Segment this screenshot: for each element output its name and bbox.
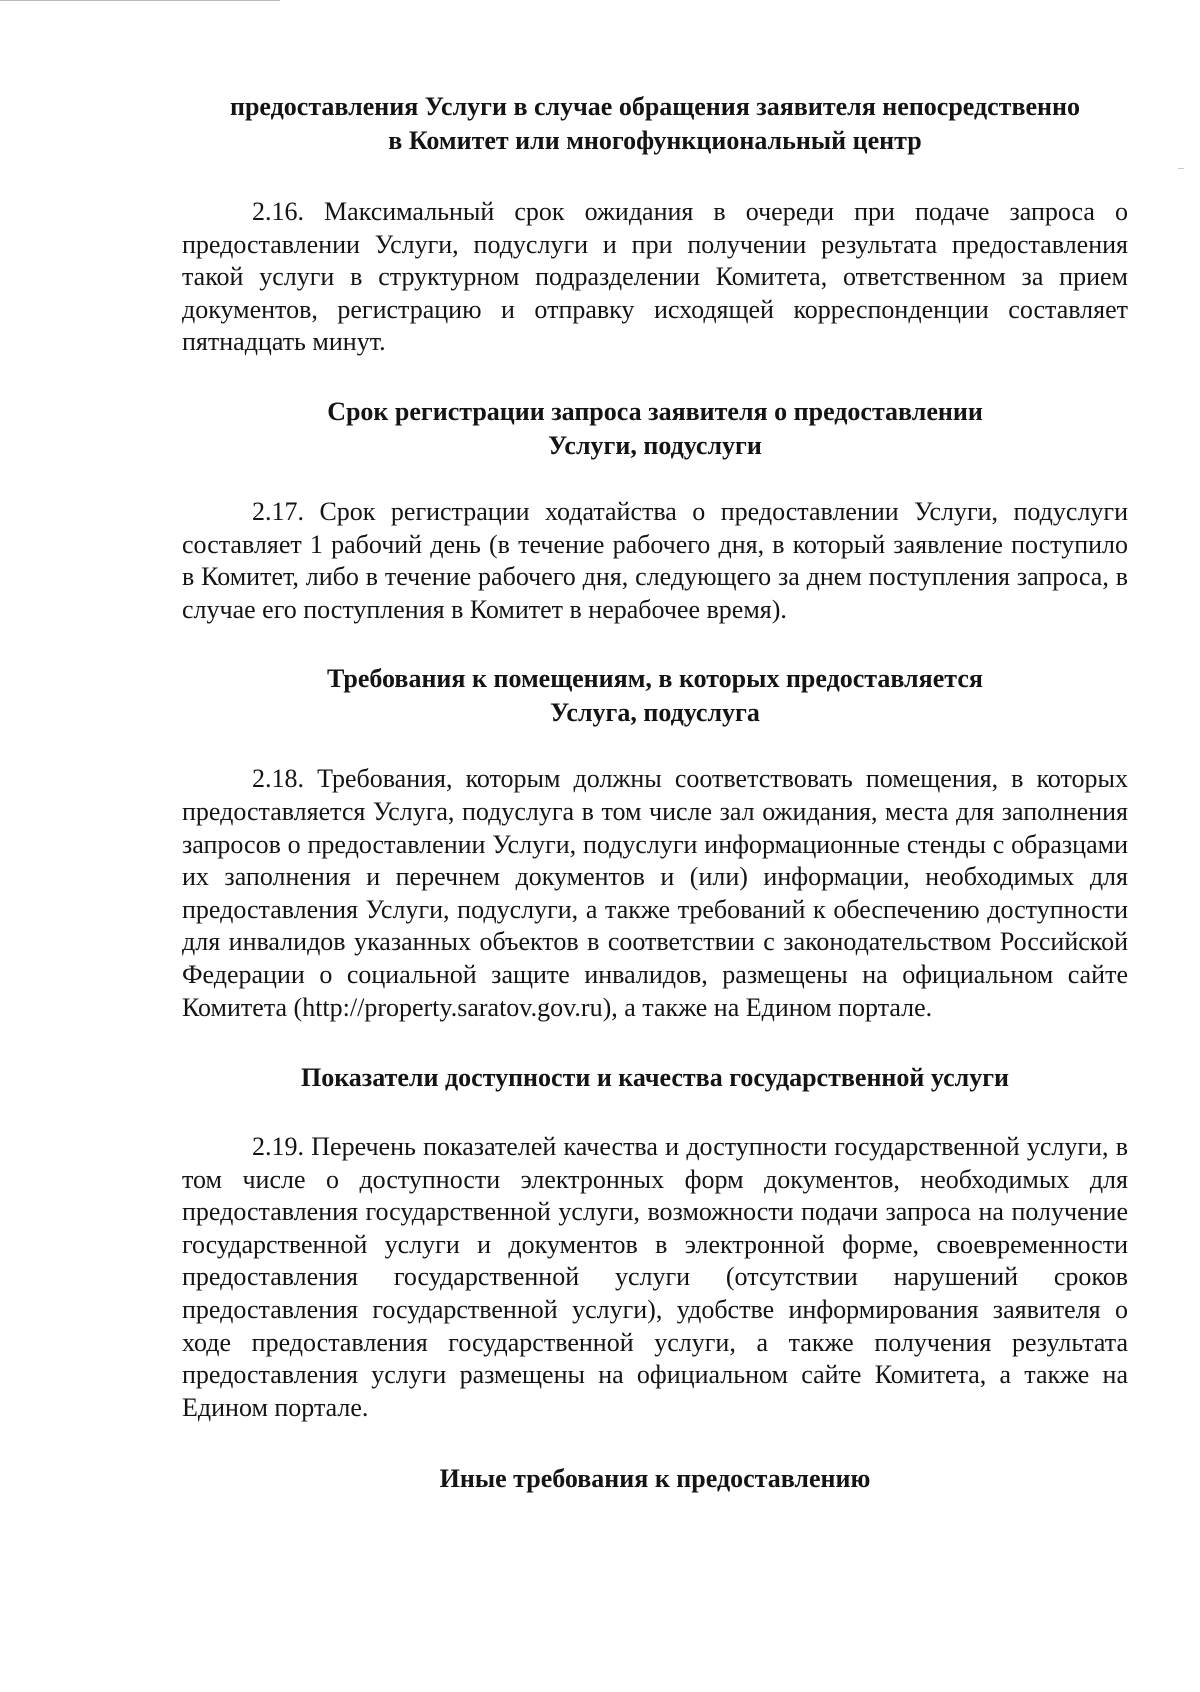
heading-line: Иные требования к предоставлению <box>439 1464 871 1494</box>
heading-line: Услуги, подуслуги <box>548 430 762 460</box>
heading-line: Показатели доступности и качества государственной услуги <box>300 1063 1010 1093</box>
paragraph-2-18: 2.18. Требования, которым должны соответствовать помещения, в которых предоставляется Услуга, подуслуга в том числе зал ожидания, места для заполнения запросов о предоставлении Услуги, подуслуги информационные стенды с образцами их заполнения и перечнем документов и (или) информации, необходимых для предоставления Услуги, подуслуги, а также требований к обеспечению доступности для инвалидов указанных объектов в соответствии с законодательством Российской Федерации о социальной защите инвалидов, размещены на официальном сайте Комитета (http://property.saratov.gov.ru), а также на Едином портале. <box>182 764 1128 1022</box>
heading-line: предоставления Услуги в случае обращения заявителя непосредственно <box>229 92 1080 121</box>
section-heading-premises-requirements <box>182 662 1128 730</box>
section-heading-quality-indicators <box>182 1061 1128 1095</box>
section-heading-other-requirements <box>182 1462 1128 1496</box>
heading-line: Требования к помещениям, в которых предоставляется <box>327 664 983 694</box>
paragraph-2-19: 2.19. Перечень показателей качества и доступности государственной услуги, в том числе о доступности электронных форм документов, необходимых для предоставления государственной услуги, возможности подачи запроса на получение государственной услуги и документов в электронной форме, своевременности предоставления государственной услуги (отсутствии нарушений сроков предоставления государственной услуги), удобстве информирования заявителя о ходе предоставления государственной услуги, а также получения результата предоставления услуги размещены на официальном сайте Комитета, а также на Едином портале. <box>182 1132 1128 1422</box>
heading-line: Срок регистрации запроса заявителя о предоставлении <box>327 396 983 426</box>
paragraph-2-16: 2.16. Максимальный срок ожидания в очереди при подаче запроса о предоставлении Услуги, подуслуги и при получении результата предоставления такой услуги в структурном подразделении Комитета, ответственном за прием документов, регистрацию и отправку исходящей корреспонденции составляет пятнадцать минут. <box>182 197 1128 357</box>
paragraph-2-17: 2.17. Срок регистрации ходатайства о предоставлении Услуги, подуслуги составляет 1 рабочий день (в течение рабочего дня, в который заявление поступило в Комитет, либо в течение рабочего дня, следующего за днем поступления запроса, в случае его поступления в Комитет в нерабочее время). <box>182 496 1128 624</box>
heading-line: Услуга, подуслуга <box>550 698 760 728</box>
heading-line: в Комитет или многофункциональный центр <box>388 126 922 155</box>
scan-corner-line <box>0 0 280 1</box>
scan-edge-mark <box>1178 168 1184 169</box>
section-heading-registration-term <box>182 395 1128 463</box>
section-heading-service-delivery <box>182 90 1128 158</box>
document-body <box>182 90 1128 1496</box>
